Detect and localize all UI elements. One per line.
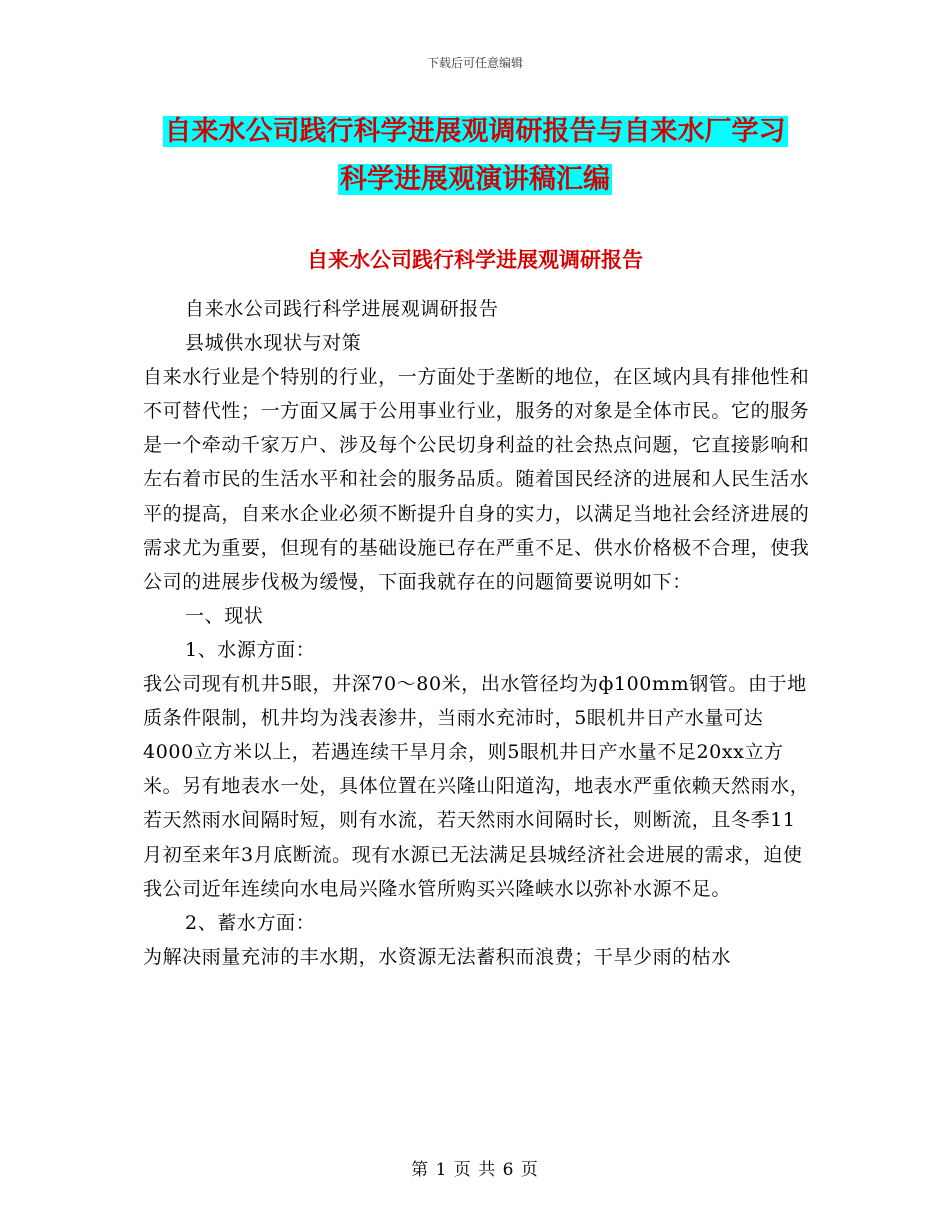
page-header-note: 下载后可任意编辑 xyxy=(426,56,523,70)
document-title-line-2: 科学进展观演讲稿汇编 xyxy=(340,164,610,195)
heading-current-status: 一、现状 xyxy=(185,604,264,627)
paragraph-subtitle: 县城供水现状与对策 xyxy=(185,332,362,355)
paragraph-intro: 自来水行业是个特别的行业，一方面处于垄断的地位，在区域内具有排他性和不可替代性；一方面又属于公用事业行业，服务的对象是全体市民。它的服务是一个牵动千家万户、涉及每个公民切身利益的社会热点问题，它直接影响和左右着市民的生活水平和社会的服务品质。随着国民经济的进展和人民生活水平的提高，自来水企业必须不断提升自身的实力，以满足当地社会经济进展的需求尤为重要，但现有的基础设施已存在严重不足、供水价格极不合理，使我公司的进展步伐极为缓慢，下面我就存在的问题简要说明如下： xyxy=(143,366,810,593)
heading-water-storage: 2、蓄水方面： xyxy=(185,911,316,934)
page-number: 第 1 页 共 6 页 xyxy=(411,1160,539,1180)
heading-water-source: 1、水源方面： xyxy=(185,638,316,661)
paragraph-water-source: 我公司现有机井5眼，井深70～80米，出水管径均为ф100mm钢管。由于地质条件限制，机井均为浅表渗井，当雨水充沛时，5眼机井日产水量可达4000立方米以上，若遇连续干旱月余，则5眼机井日产水量不足20xx立方米。另有地表水一处，具体位置在兴隆山阳道沟，地表水严重依赖天然雨水，若天然雨水间隔时短，则有水流，若天然雨水间隔时长，则断流，且冬季11月初至来年3月底断流。现有水源已无法满足县城经济社会进展的需求，迫使我公司近年连续向水电局兴隆水管所购买兴隆峡水以弥补水源不足。 xyxy=(143,673,810,900)
section-title: 自来水公司践行科学进展观调研报告 xyxy=(307,248,643,272)
paragraph-report-title: 自来水公司践行科学进展观调研报告 xyxy=(185,298,499,320)
document-body xyxy=(143,292,813,974)
document-title-line-1: 自来水公司践行科学进展观调研报告与自来水厂学习 xyxy=(164,116,786,147)
document-title xyxy=(0,108,950,204)
paragraph-water-storage: 为解决雨量充沛的丰水期，水资源无法蓄积而浪费；干旱少雨的枯水 xyxy=(143,945,732,968)
